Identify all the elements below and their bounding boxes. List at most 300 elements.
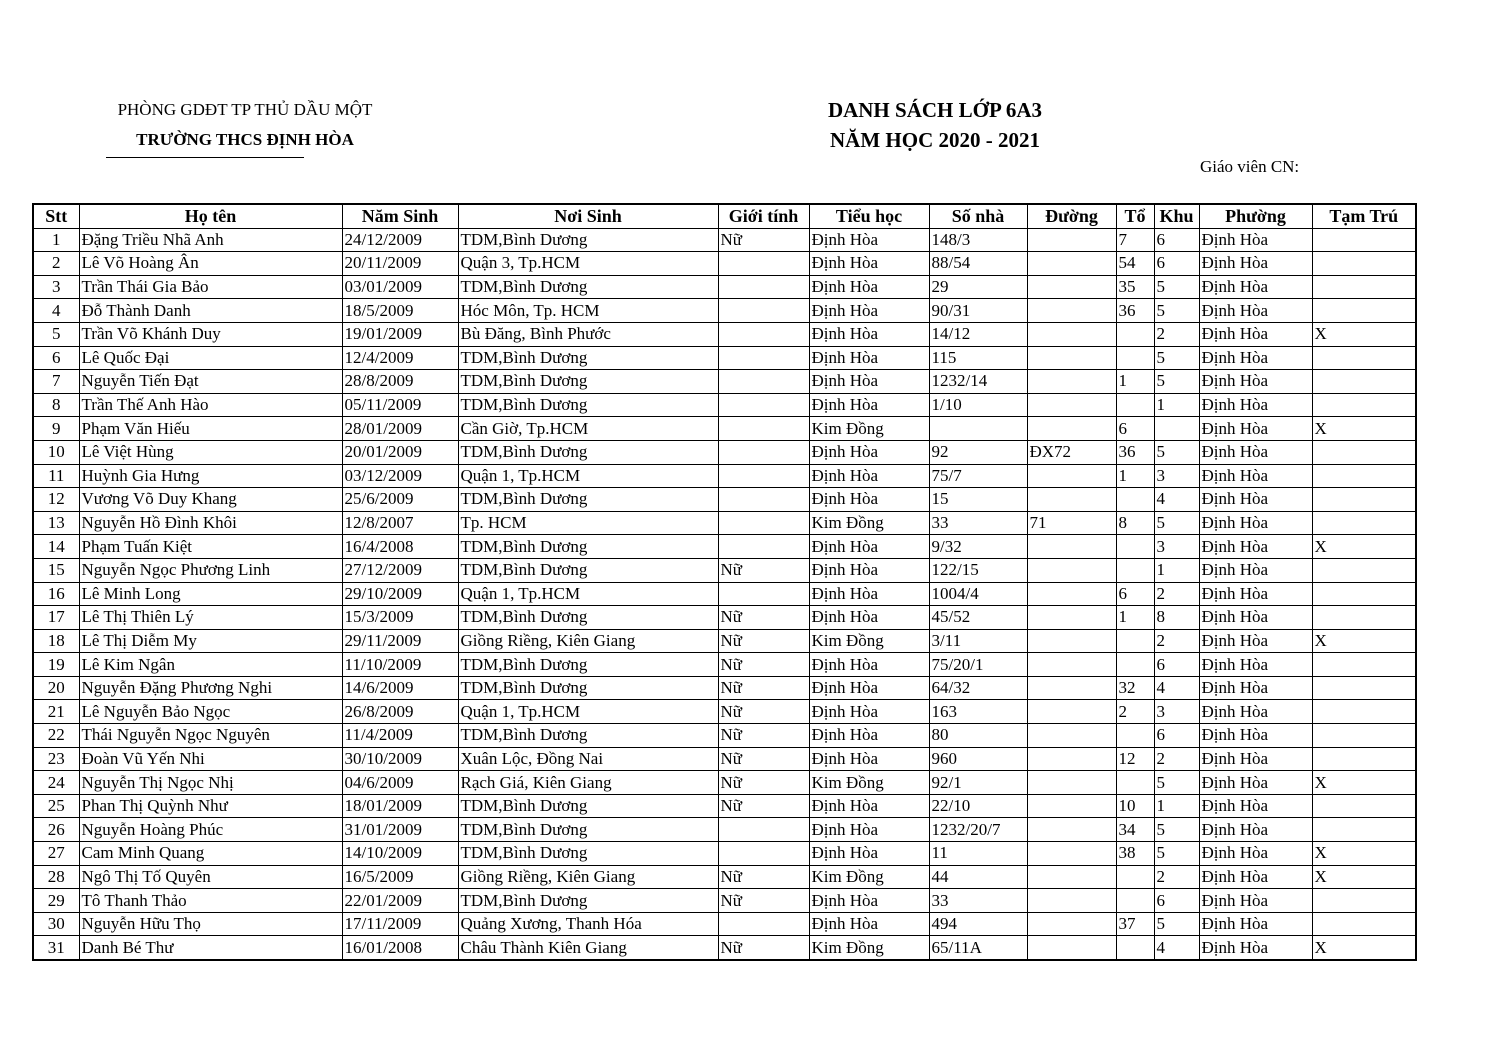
table-cell: Nữ: [718, 676, 809, 700]
table-cell: 15/3/2009: [342, 606, 458, 630]
column-header: Số nhà: [929, 204, 1027, 228]
column-header: Họ tên: [79, 204, 342, 228]
table-cell: Định Hòa: [809, 370, 929, 394]
table-cell: 5: [1154, 771, 1199, 795]
table-cell: TDM,Bình Dương: [458, 606, 718, 630]
table-cell: 6: [1154, 653, 1199, 677]
table-cell: 92/1: [929, 771, 1027, 795]
table-cell: Bù Đăng, Bình Phước: [458, 322, 718, 346]
table-cell: [1116, 653, 1154, 677]
table-cell: Nguyễn Thị Ngọc Nhị: [79, 771, 342, 795]
table-cell: [1312, 700, 1416, 724]
table-row: [33, 488, 1416, 512]
table-cell: 19: [33, 653, 79, 677]
table-cell: 28: [33, 865, 79, 889]
table-cell: 27/12/2009: [342, 558, 458, 582]
column-header: Năm Sinh: [342, 204, 458, 228]
table-cell: [1116, 488, 1154, 512]
table-cell: Định Hòa: [1199, 700, 1312, 724]
table-cell: Định Hòa: [809, 842, 929, 866]
table-cell: 5: [1154, 346, 1199, 370]
table-cell: [1027, 700, 1116, 724]
table-cell: Định Hòa: [1199, 370, 1312, 394]
table-cell: 29: [33, 889, 79, 913]
table-cell: Xuân Lộc, Đồng Nai: [458, 747, 718, 771]
table-cell: Định Hòa: [1199, 653, 1312, 677]
table-cell: Cần Giờ, Tp.HCM: [458, 417, 718, 441]
table-cell: [1312, 747, 1416, 771]
table-cell: [1312, 794, 1416, 818]
table-cell: 5: [1154, 818, 1199, 842]
table-cell: 36: [1116, 440, 1154, 464]
table-cell: 5: [1154, 275, 1199, 299]
table-cell: 12/4/2009: [342, 346, 458, 370]
table-cell: 22/01/2009: [342, 889, 458, 913]
table-cell: TDM,Bình Dương: [458, 558, 718, 582]
table-cell: Định Hòa: [809, 346, 929, 370]
table-row: [33, 653, 1416, 677]
table-cell: [1027, 558, 1116, 582]
table-cell: [1027, 629, 1116, 653]
table-cell: [1312, 653, 1416, 677]
table-cell: Lê Nguyễn Bảo Ngọc: [79, 700, 342, 724]
table-cell: 3: [1154, 535, 1199, 559]
table-cell: Nguyễn Hồ Đình Khôi: [79, 511, 342, 535]
table-cell: [1312, 582, 1416, 606]
table-cell: Định Hòa: [1199, 865, 1312, 889]
table-row: [33, 676, 1416, 700]
table-cell: Nguyễn Hoàng Phúc: [79, 818, 342, 842]
table-cell: [1312, 464, 1416, 488]
table-cell: TDM,Bình Dương: [458, 275, 718, 299]
table-cell: Định Hòa: [1199, 228, 1312, 252]
table-cell: Định Hòa: [809, 653, 929, 677]
table-cell: [1312, 724, 1416, 748]
table-cell: Định Hòa: [809, 747, 929, 771]
table-cell: Định Hòa: [809, 488, 929, 512]
table-cell: 03/01/2009: [342, 275, 458, 299]
table-cell: 54: [1116, 252, 1154, 276]
table-cell: [718, 488, 809, 512]
table-cell: Ngô Thị Tố Quyên: [79, 865, 342, 889]
table-cell: Định Hòa: [809, 676, 929, 700]
table-cell: Định Hòa: [1199, 747, 1312, 771]
table-cell: [1027, 653, 1116, 677]
table-cell: [718, 582, 809, 606]
table-cell: 5: [1154, 299, 1199, 323]
table-cell: 17/11/2009: [342, 912, 458, 936]
table-cell: Nữ: [718, 936, 809, 960]
table-cell: [1312, 370, 1416, 394]
table-cell: [1027, 275, 1116, 299]
table-cell: Định Hòa: [1199, 488, 1312, 512]
table-cell: 31: [33, 936, 79, 960]
table-cell: Lê Võ Hoàng Ân: [79, 252, 342, 276]
table-cell: [1116, 346, 1154, 370]
table-cell: 10: [1116, 794, 1154, 818]
table-cell: 2: [1154, 747, 1199, 771]
table-cell: Thái Nguyễn Ngọc Nguyên: [79, 724, 342, 748]
table-cell: [718, 275, 809, 299]
table-cell: Cam Minh Quang: [79, 842, 342, 866]
table-cell: 14/6/2009: [342, 676, 458, 700]
table-cell: 960: [929, 747, 1027, 771]
table-cell: 4: [33, 299, 79, 323]
table-cell: Lê Thị Thiên Lý: [79, 606, 342, 630]
table-cell: Nguyễn Ngọc Phương Linh: [79, 558, 342, 582]
table-cell: 2: [1154, 865, 1199, 889]
table-cell: Phạm Tuấn Kiệt: [79, 535, 342, 559]
table-cell: Quảng Xương, Thanh Hóa: [458, 912, 718, 936]
table-cell: 6: [1154, 252, 1199, 276]
table-header-row: [33, 204, 1416, 228]
table-cell: 14: [33, 535, 79, 559]
table-cell: Đỗ Thành Danh: [79, 299, 342, 323]
table-cell: 38: [1116, 842, 1154, 866]
table-cell: Lê Thị Diễm My: [79, 629, 342, 653]
table-cell: X: [1312, 629, 1416, 653]
table-cell: [1312, 299, 1416, 323]
table-cell: Định Hòa: [1199, 912, 1312, 936]
table-cell: Lê Việt Hùng: [79, 440, 342, 464]
table-cell: Kim Đồng: [809, 865, 929, 889]
table-cell: Nữ: [718, 794, 809, 818]
table-cell: 19/01/2009: [342, 322, 458, 346]
table-row: [33, 370, 1416, 394]
table-cell: Tô Thanh Thảo: [79, 889, 342, 913]
table-cell: 1: [1116, 464, 1154, 488]
table-row: [33, 228, 1416, 252]
table-cell: Định Hòa: [1199, 464, 1312, 488]
table-cell: [1312, 228, 1416, 252]
table-cell: Nguyễn Đặng Phương Nghi: [79, 676, 342, 700]
table-cell: 25: [33, 794, 79, 818]
table-cell: 30: [33, 912, 79, 936]
table-cell: 6: [1154, 228, 1199, 252]
column-header: Tạm Trú: [1312, 204, 1416, 228]
table-cell: [718, 346, 809, 370]
table-cell: [718, 252, 809, 276]
table-cell: Hóc Môn, Tp. HCM: [458, 299, 718, 323]
table-cell: 2: [1116, 700, 1154, 724]
table-cell: Định Hòa: [809, 464, 929, 488]
table-cell: [718, 370, 809, 394]
table-cell: 3: [1154, 464, 1199, 488]
table-cell: X: [1312, 535, 1416, 559]
table-cell: [1027, 842, 1116, 866]
table-cell: Định Hòa: [1199, 393, 1312, 417]
table-cell: TDM,Bình Dương: [458, 370, 718, 394]
table-cell: Nữ: [718, 653, 809, 677]
table-cell: 11/4/2009: [342, 724, 458, 748]
table-cell: 37: [1116, 912, 1154, 936]
table-cell: 25/6/2009: [342, 488, 458, 512]
table-cell: [929, 417, 1027, 441]
table-cell: TDM,Bình Dương: [458, 228, 718, 252]
table-cell: 16/4/2008: [342, 535, 458, 559]
table-cell: Tp. HCM: [458, 511, 718, 535]
column-header: Nơi Sinh: [458, 204, 718, 228]
table-cell: 32: [1116, 676, 1154, 700]
table-cell: 163: [929, 700, 1027, 724]
table-cell: 44: [929, 865, 1027, 889]
column-header: Khu: [1154, 204, 1199, 228]
table-cell: Định Hòa: [1199, 629, 1312, 653]
table-cell: [1027, 818, 1116, 842]
table-row: [33, 912, 1416, 936]
table-cell: Lê Kim Ngân: [79, 653, 342, 677]
table-cell: Định Hòa: [809, 393, 929, 417]
table-cell: ĐX72: [1027, 440, 1116, 464]
table-cell: TDM,Bình Dương: [458, 535, 718, 559]
table-cell: Định Hòa: [809, 889, 929, 913]
column-header: Giới tính: [718, 204, 809, 228]
table-cell: 65/11A: [929, 936, 1027, 960]
table-cell: 16/01/2008: [342, 936, 458, 960]
table-cell: 35: [1116, 275, 1154, 299]
table-cell: [718, 912, 809, 936]
table-cell: Định Hòa: [1199, 511, 1312, 535]
table-cell: Quận 3, Tp.HCM: [458, 252, 718, 276]
table-cell: 5: [1154, 370, 1199, 394]
column-header: Đường: [1027, 204, 1116, 228]
table-cell: 34: [1116, 818, 1154, 842]
table-cell: Kim Đồng: [809, 417, 929, 441]
table-cell: [1116, 322, 1154, 346]
table-row: [33, 275, 1416, 299]
table-cell: 64/32: [929, 676, 1027, 700]
table-cell: TDM,Bình Dương: [458, 724, 718, 748]
table-cell: Quận 1, Tp.HCM: [458, 582, 718, 606]
table-cell: 10: [33, 440, 79, 464]
table-cell: Định Hòa: [809, 440, 929, 464]
table-row: [33, 558, 1416, 582]
table-cell: 80: [929, 724, 1027, 748]
table-cell: [718, 322, 809, 346]
table-cell: Định Hòa: [1199, 676, 1312, 700]
table-cell: Lê Quốc Đại: [79, 346, 342, 370]
table-cell: TDM,Bình Dương: [458, 653, 718, 677]
table-cell: [1027, 322, 1116, 346]
table-cell: 27: [33, 842, 79, 866]
table-cell: [1027, 747, 1116, 771]
table-cell: [1027, 582, 1116, 606]
table-cell: Châu Thành Kiên Giang: [458, 936, 718, 960]
table-cell: Nữ: [718, 700, 809, 724]
table-cell: Nguyễn Hữu Thọ: [79, 912, 342, 936]
table-cell: Phạm Văn Hiếu: [79, 417, 342, 441]
table-cell: 12: [1116, 747, 1154, 771]
table-cell: 22: [33, 724, 79, 748]
table-cell: 18: [33, 629, 79, 653]
table-cell: 6: [1154, 724, 1199, 748]
table-cell: 1232/20/7: [929, 818, 1027, 842]
table-cell: 4: [1154, 676, 1199, 700]
table-cell: 18/01/2009: [342, 794, 458, 818]
table-cell: [718, 511, 809, 535]
table-cell: Định Hòa: [809, 818, 929, 842]
table-row: [33, 440, 1416, 464]
table-row: [33, 818, 1416, 842]
table-cell: 33: [929, 889, 1027, 913]
table-cell: [1027, 771, 1116, 795]
table-cell: 1232/14: [929, 370, 1027, 394]
table-cell: 11/10/2009: [342, 653, 458, 677]
table-cell: Định Hòa: [809, 582, 929, 606]
table-cell: [1312, 393, 1416, 417]
table-row: [33, 629, 1416, 653]
table-cell: Quận 1, Tp.HCM: [458, 464, 718, 488]
table-cell: TDM,Bình Dương: [458, 818, 718, 842]
school-underline: [106, 157, 304, 158]
table-cell: Nữ: [718, 889, 809, 913]
table-cell: [718, 393, 809, 417]
table-cell: [1027, 488, 1116, 512]
table-cell: Quận 1, Tp.HCM: [458, 700, 718, 724]
table-cell: 2: [1154, 629, 1199, 653]
table-cell: 16/5/2009: [342, 865, 458, 889]
school-name: TRƯỜNG THCS ĐỊNH HÒA: [136, 130, 354, 149]
table-cell: Kim Đồng: [809, 629, 929, 653]
table-cell: 29: [929, 275, 1027, 299]
table-cell: [1116, 629, 1154, 653]
table-body: [33, 228, 1416, 960]
table-cell: 88/54: [929, 252, 1027, 276]
table-row: [33, 794, 1416, 818]
table-cell: Định Hòa: [1199, 535, 1312, 559]
table-cell: Danh Bé Thư: [79, 936, 342, 960]
table-cell: [1312, 440, 1416, 464]
table-cell: Định Hòa: [1199, 889, 1312, 913]
table-cell: 18/5/2009: [342, 299, 458, 323]
table-cell: 13: [33, 511, 79, 535]
table-row: [33, 936, 1416, 960]
table-cell: Trần Thái Gia Bảo: [79, 275, 342, 299]
table-cell: Giồng Riềng, Kiên Giang: [458, 865, 718, 889]
table-cell: Định Hòa: [1199, 322, 1312, 346]
table-cell: [718, 464, 809, 488]
table-cell: 4: [1154, 488, 1199, 512]
table-cell: 2: [1154, 322, 1199, 346]
table-cell: 3/11: [929, 629, 1027, 653]
table-cell: Định Hòa: [1199, 440, 1312, 464]
table-cell: 75/20/1: [929, 653, 1027, 677]
column-header: Phường: [1199, 204, 1312, 228]
homeroom-teacher-label: Giáo viên CN:: [1200, 157, 1300, 176]
table-cell: 148/3: [929, 228, 1027, 252]
table-row: [33, 842, 1416, 866]
table-cell: [1312, 275, 1416, 299]
table-cell: 1: [1154, 794, 1199, 818]
table-cell: Định Hòa: [809, 558, 929, 582]
table-cell: Nữ: [718, 865, 809, 889]
table-cell: Định Hòa: [1199, 606, 1312, 630]
document-title: DANH SÁCH LỚP 6A3: [827, 98, 1043, 122]
table-cell: [1027, 724, 1116, 748]
table-cell: X: [1312, 936, 1416, 960]
table-cell: [1116, 771, 1154, 795]
table-row: [33, 299, 1416, 323]
table-cell: 28/8/2009: [342, 370, 458, 394]
table-row: [33, 346, 1416, 370]
table-cell: [1312, 558, 1416, 582]
table-cell: 494: [929, 912, 1027, 936]
table-cell: [1116, 889, 1154, 913]
table-cell: 3: [1154, 700, 1199, 724]
school-year: NĂM HỌC 2020 - 2021: [830, 128, 1040, 152]
table-cell: Định Hòa: [1199, 252, 1312, 276]
table-cell: Nữ: [718, 747, 809, 771]
table-cell: 122/15: [929, 558, 1027, 582]
table-cell: 1: [1154, 558, 1199, 582]
table-cell: X: [1312, 865, 1416, 889]
table-cell: 16: [33, 582, 79, 606]
table-cell: [1027, 912, 1116, 936]
table-cell: Kim Đồng: [809, 936, 929, 960]
table-cell: 14/10/2009: [342, 842, 458, 866]
table-cell: 2: [1154, 582, 1199, 606]
table-cell: [1027, 370, 1116, 394]
table-cell: Kim Đồng: [809, 771, 929, 795]
table-cell: 36: [1116, 299, 1154, 323]
table-cell: 20/01/2009: [342, 440, 458, 464]
table-cell: [1027, 464, 1116, 488]
table-cell: [1027, 417, 1116, 441]
table-row: [33, 511, 1416, 535]
table-row: [33, 747, 1416, 771]
table-cell: Nguyễn Tiến Đạt: [79, 370, 342, 394]
table-cell: 6: [33, 346, 79, 370]
table-cell: 26: [33, 818, 79, 842]
table-cell: Lê Minh Long: [79, 582, 342, 606]
table-cell: [718, 440, 809, 464]
table-cell: 03/12/2009: [342, 464, 458, 488]
table-cell: Định Hòa: [1199, 558, 1312, 582]
table-row: [33, 724, 1416, 748]
table-cell: X: [1312, 842, 1416, 866]
table-cell: 45/52: [929, 606, 1027, 630]
table-row: [33, 700, 1416, 724]
table-cell: Đoàn Vũ Yến Nhi: [79, 747, 342, 771]
table-cell: [1027, 606, 1116, 630]
table-cell: [1116, 936, 1154, 960]
table-cell: 14/12: [929, 322, 1027, 346]
table-cell: 5: [33, 322, 79, 346]
table-cell: [718, 818, 809, 842]
table-cell: 05/11/2009: [342, 393, 458, 417]
table-cell: [1116, 865, 1154, 889]
table-cell: [1027, 299, 1116, 323]
table-cell: 1: [33, 228, 79, 252]
table-cell: Nữ: [718, 629, 809, 653]
table-cell: Định Hòa: [1199, 275, 1312, 299]
table-cell: Định Hòa: [809, 275, 929, 299]
table-cell: 2: [33, 252, 79, 276]
table-cell: 6: [1116, 582, 1154, 606]
table-cell: Kim Đồng: [809, 511, 929, 535]
table-row: [33, 322, 1416, 346]
table-cell: 20: [33, 676, 79, 700]
table-cell: Định Hòa: [1199, 582, 1312, 606]
table-cell: 6: [1154, 889, 1199, 913]
table-cell: [1027, 535, 1116, 559]
table-cell: Định Hòa: [809, 700, 929, 724]
table-cell: 71: [1027, 511, 1116, 535]
table-cell: TDM,Bình Dương: [458, 440, 718, 464]
table-cell: 26/8/2009: [342, 700, 458, 724]
table-cell: 12/8/2007: [342, 511, 458, 535]
table-cell: 22/10: [929, 794, 1027, 818]
